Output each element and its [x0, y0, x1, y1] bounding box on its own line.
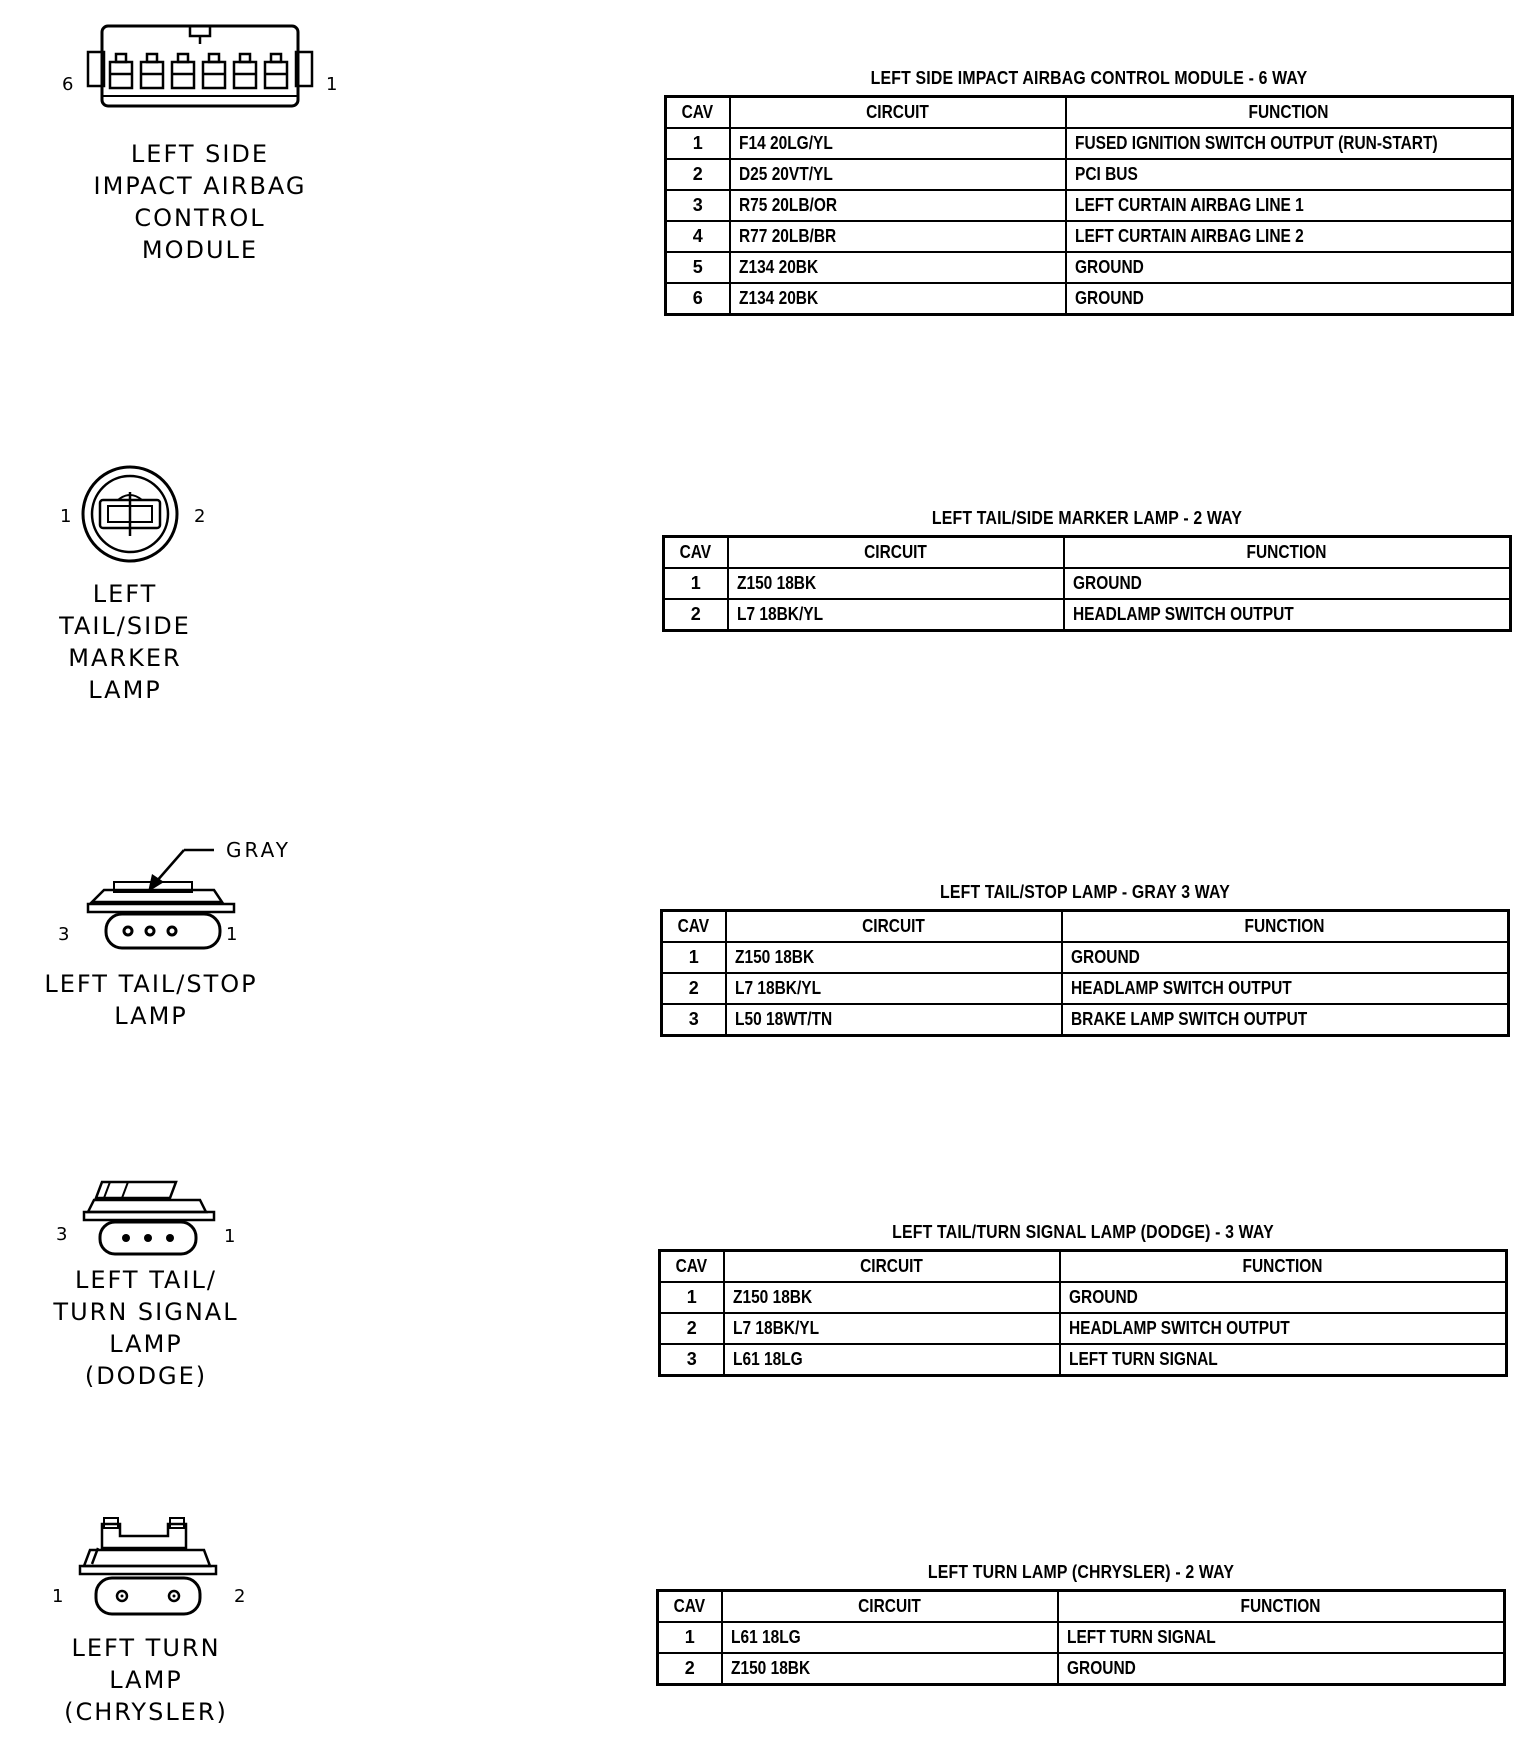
circuit-cell: F14 20LG/YL: [730, 128, 1066, 159]
circuit-cell: L7 18BK/YL: [724, 1313, 1060, 1344]
header-cav: CAV: [660, 1251, 724, 1283]
three-pin-connector-icon: [84, 836, 244, 952]
circuit-cell: D25 20VT/YL: [730, 159, 1066, 190]
cav-cell: 1: [662, 942, 726, 973]
table-row: [666, 159, 1513, 190]
circuit-cell: L7 18BK/YL: [728, 599, 1064, 631]
chrysler-connector-name: LEFT TURN LAMP (CHRYSLER): [64, 1634, 228, 1726]
tailstop-pinout-table: [660, 909, 1510, 1037]
table-row: [666, 252, 1513, 283]
cav-cell: 2: [662, 973, 726, 1004]
dodge-pin-left-label: 3: [56, 1224, 68, 1245]
cav-cell: 1: [664, 568, 728, 599]
header-circuit: CIRCUIT: [728, 537, 1064, 569]
function-cell: LEFT CURTAIN AIRBAG LINE 2: [1066, 221, 1513, 252]
function-cell: GROUND: [1062, 942, 1509, 973]
round-connector-icon: [78, 462, 182, 566]
header-cav: CAV: [664, 537, 728, 569]
cav-cell: 1: [666, 128, 730, 159]
function-cell: PCI BUS: [1066, 159, 1513, 190]
circuit-cell: L61 18LG: [722, 1622, 1058, 1653]
table-header-row: [666, 97, 1513, 129]
table-row: [662, 1004, 1509, 1036]
function-cell: HEADLAMP SWITCH OUTPUT: [1064, 599, 1511, 631]
circuit-cell: L7 18BK/YL: [726, 973, 1062, 1004]
table-header-row: [662, 911, 1509, 943]
table-row: [666, 128, 1513, 159]
header-cav: CAV: [658, 1591, 722, 1623]
dodge-pinout-table: [658, 1249, 1508, 1377]
table-row: [658, 1622, 1505, 1653]
table-row: [660, 1282, 1507, 1313]
function-cell: LEFT TURN SIGNAL: [1058, 1622, 1505, 1653]
airbag-pin-right-label: 1: [326, 74, 338, 95]
function-cell: LEFT TURN SIGNAL: [1060, 1344, 1507, 1376]
tailstop-pin-left-label: 3: [58, 924, 70, 945]
cav-cell: 2: [664, 599, 728, 631]
two-pin-connector-icon: [76, 1514, 222, 1626]
cav-cell: 2: [666, 159, 730, 190]
table-row: [666, 283, 1513, 315]
three-pin-connector-icon: [80, 1176, 226, 1258]
cav-cell: 6: [666, 283, 730, 315]
airbag-pinout-block: [664, 68, 1514, 316]
marker-pin-right-label: 2: [194, 506, 206, 527]
table-row: [660, 1344, 1507, 1376]
cav-cell: 2: [660, 1313, 724, 1344]
header-function: FUNCTION: [1062, 911, 1509, 943]
circuit-cell: Z150 18BK: [724, 1282, 1060, 1313]
dodge-pinout-block: [658, 1222, 1508, 1377]
circuit-cell: R75 20LB/OR: [730, 190, 1066, 221]
cav-cell: 5: [666, 252, 730, 283]
header-circuit: CIRCUIT: [726, 911, 1062, 943]
airbag-connector-name: LEFT SIDE IMPACT AIRBAG CONTROL MODULE: [93, 140, 307, 264]
function-cell: GROUND: [1058, 1653, 1505, 1685]
table-header-row: [658, 1591, 1505, 1623]
dodge-table-title: LEFT TAIL/TURN SIGNAL LAMP (DODGE) - 3 WAY: [892, 1222, 1274, 1242]
table-header-row: [660, 1251, 1507, 1283]
function-cell: GROUND: [1064, 568, 1511, 599]
marker-table-title: LEFT TAIL/SIDE MARKER LAMP - 2 WAY: [931, 508, 1243, 528]
function-cell: FUSED IGNITION SWITCH OUTPUT (RUN-START): [1066, 128, 1513, 159]
cav-cell: 3: [666, 190, 730, 221]
header-circuit: CIRCUIT: [724, 1251, 1060, 1283]
function-cell: BRAKE LAMP SWITCH OUTPUT: [1062, 1004, 1509, 1036]
table-row: [660, 1313, 1507, 1344]
chrysler-pin-left-label: 1: [52, 1586, 64, 1607]
cav-cell: 2: [658, 1653, 722, 1685]
header-circuit: CIRCUIT: [730, 97, 1066, 129]
table-row: [666, 221, 1513, 252]
function-cell: GROUND: [1066, 252, 1513, 283]
chrysler-table-title: LEFT TURN LAMP (CHRYSLER) - 2 WAY: [927, 1562, 1235, 1582]
circuit-cell: Z150 18BK: [726, 942, 1062, 973]
function-cell: HEADLAMP SWITCH OUTPUT: [1060, 1313, 1507, 1344]
chrysler-pin-right-label: 2: [234, 1586, 246, 1607]
gray-color-callout: GRAY: [226, 838, 291, 862]
marker-pinout-block: [662, 508, 1512, 632]
header-function: FUNCTION: [1058, 1591, 1505, 1623]
header-cav: CAV: [662, 911, 726, 943]
airbag-connector-icon: [86, 22, 336, 114]
header-circuit: CIRCUIT: [722, 1591, 1058, 1623]
table-row: [664, 568, 1511, 599]
circuit-cell: L61 18LG: [724, 1344, 1060, 1376]
header-function: FUNCTION: [1064, 537, 1511, 569]
table-row: [666, 190, 1513, 221]
function-cell: GROUND: [1066, 283, 1513, 315]
table-row: [658, 1653, 1505, 1685]
chrysler-pinout-table: [656, 1589, 1506, 1686]
tailstop-pin-right-label: 1: [226, 924, 238, 945]
dodge-pin-right-label: 1: [224, 1226, 236, 1247]
marker-connector-name: LEFT TAIL/SIDE MARKER LAMP: [59, 580, 191, 704]
table-row: [664, 599, 1511, 631]
function-cell: HEADLAMP SWITCH OUTPUT: [1062, 973, 1509, 1004]
cav-cell: 3: [662, 1004, 726, 1036]
header-cav: CAV: [666, 97, 730, 129]
circuit-cell: L50 18WT/TN: [726, 1004, 1062, 1036]
header-function: FUNCTION: [1060, 1251, 1507, 1283]
marker-pin-left-label: 1: [60, 506, 72, 527]
airbag-pin-left-label: 6: [62, 74, 74, 95]
airbag-pinout-table: [664, 95, 1514, 316]
circuit-cell: Z134 20BK: [730, 283, 1066, 315]
circuit-cell: Z134 20BK: [730, 252, 1066, 283]
marker-pinout-table: [662, 535, 1512, 632]
table-row: [662, 973, 1509, 1004]
header-function: FUNCTION: [1066, 97, 1513, 129]
table-header-row: [664, 537, 1511, 569]
cav-cell: 4: [666, 221, 730, 252]
function-cell: GROUND: [1060, 1282, 1507, 1313]
table-row: [662, 942, 1509, 973]
cav-cell: 3: [660, 1344, 724, 1376]
chrysler-pinout-block: [656, 1562, 1506, 1686]
tailstop-table-title: LEFT TAIL/STOP LAMP - GRAY 3 WAY: [940, 882, 1230, 902]
cav-cell: 1: [660, 1282, 724, 1313]
tailstop-pinout-block: [660, 882, 1510, 1037]
circuit-cell: Z150 18BK: [728, 568, 1064, 599]
tailstop-connector-name: LEFT TAIL/STOP LAMP: [44, 970, 258, 1030]
cav-cell: 1: [658, 1622, 722, 1653]
circuit-cell: Z150 18BK: [722, 1653, 1058, 1685]
dodge-connector-name: LEFT TAIL/ TURN SIGNAL LAMP (DODGE): [53, 1266, 239, 1390]
function-cell: LEFT CURTAIN AIRBAG LINE 1: [1066, 190, 1513, 221]
circuit-cell: R77 20LB/BR: [730, 221, 1066, 252]
airbag-table-title: LEFT SIDE IMPACT AIRBAG CONTROL MODULE - 6 WAY: [870, 68, 1308, 88]
